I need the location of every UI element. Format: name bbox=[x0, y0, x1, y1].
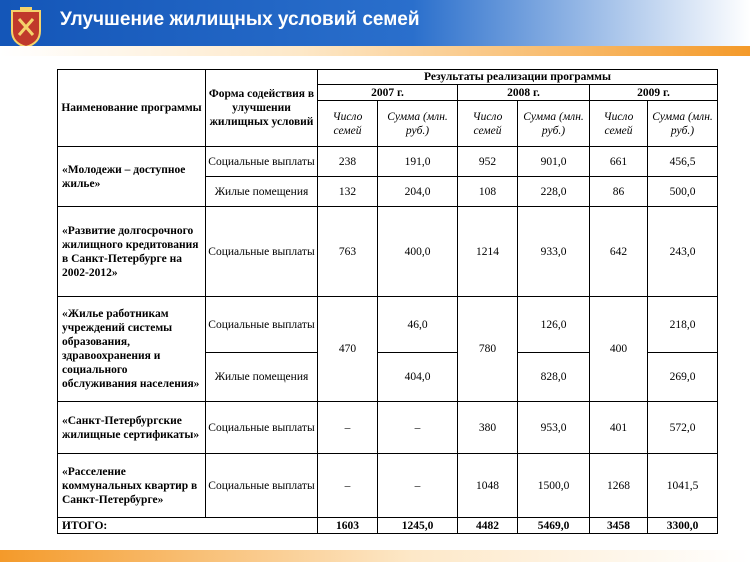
count-2009: 400 bbox=[590, 297, 648, 402]
sum-2008: 901,0 bbox=[518, 147, 590, 177]
sum-2007: 400,0 bbox=[378, 207, 458, 297]
count-2008: 380 bbox=[458, 402, 518, 454]
header-sum-2009: Сумма (млн. руб.) bbox=[648, 101, 718, 147]
header-sum-2007: Сумма (млн. руб.) bbox=[378, 101, 458, 147]
sum-2009: 269,0 bbox=[648, 353, 718, 402]
table-row bbox=[58, 297, 718, 353]
sum-2007: – bbox=[378, 402, 458, 454]
program-name: «Молодежи – доступное жилье» bbox=[58, 147, 206, 207]
sum-2009: 572,0 bbox=[648, 402, 718, 454]
header-form: Форма содействия в улучшении жилищных условий bbox=[206, 70, 318, 147]
table-row bbox=[58, 454, 718, 518]
count-2009: 1268 bbox=[590, 454, 648, 518]
count-2007: 238 bbox=[318, 147, 378, 177]
count-2009: 642 bbox=[590, 207, 648, 297]
sum-2008: 228,0 bbox=[518, 177, 590, 207]
count-2008: 1048 bbox=[458, 454, 518, 518]
sum-2007: 46,0 bbox=[378, 297, 458, 353]
total-label: ИТОГО: bbox=[58, 518, 318, 534]
header-count-2009: Число семей bbox=[590, 101, 648, 147]
sum-2007: – bbox=[378, 454, 458, 518]
sum-2009: 500,0 bbox=[648, 177, 718, 207]
count-2009: 86 bbox=[590, 177, 648, 207]
count-2009: 401 bbox=[590, 402, 648, 454]
total-row bbox=[58, 518, 718, 534]
count-2007: – bbox=[318, 402, 378, 454]
sum-2008: 126,0 bbox=[518, 297, 590, 353]
count-2007: 132 bbox=[318, 177, 378, 207]
sum-2007: 191,0 bbox=[378, 147, 458, 177]
page-title: Улучшение жилищных условий семей bbox=[60, 9, 420, 30]
count-2009: 661 bbox=[590, 147, 648, 177]
sum-2009: 456,5 bbox=[648, 147, 718, 177]
form-cell: Социальные выплаты bbox=[206, 147, 318, 177]
form-cell: Социальные выплаты bbox=[206, 297, 318, 353]
sum-2008: 828,0 bbox=[518, 353, 590, 402]
total-count-2007: 1603 bbox=[318, 518, 378, 534]
total-count-2008: 4482 bbox=[458, 518, 518, 534]
sum-2008: 1500,0 bbox=[518, 454, 590, 518]
count-2007: – bbox=[318, 454, 378, 518]
form-cell: Жилые помещения bbox=[206, 353, 318, 402]
form-cell: Социальные выплаты bbox=[206, 402, 318, 454]
table-row bbox=[58, 147, 718, 177]
count-2008: 952 bbox=[458, 147, 518, 177]
table-row bbox=[58, 207, 718, 297]
count-2008: 108 bbox=[458, 177, 518, 207]
accent-stripe bbox=[0, 46, 750, 56]
header-program-name: Наименование программы bbox=[58, 70, 206, 147]
sum-2007: 204,0 bbox=[378, 177, 458, 207]
header-year-2009: 2009 г. bbox=[590, 85, 718, 101]
total-sum-2007: 1245,0 bbox=[378, 518, 458, 534]
header-count-2007: Число семей bbox=[318, 101, 378, 147]
count-2008: 780 bbox=[458, 297, 518, 402]
header-count-2008: Число семей bbox=[458, 101, 518, 147]
program-name: «Санкт-Петербургские жилищные сертификаты» bbox=[58, 402, 206, 454]
sum-2007: 404,0 bbox=[378, 353, 458, 402]
form-cell: Социальные выплаты bbox=[206, 454, 318, 518]
sum-2009: 1041,5 bbox=[648, 454, 718, 518]
sum-2009: 218,0 bbox=[648, 297, 718, 353]
total-sum-2009: 3300,0 bbox=[648, 518, 718, 534]
count-2007: 763 bbox=[318, 207, 378, 297]
sum-2008: 953,0 bbox=[518, 402, 590, 454]
program-name: «Жилье работникам учреждений системы образования, здравоохранения и социального обслуживания населения» bbox=[58, 297, 206, 402]
header-results: Результаты реализации программы bbox=[318, 70, 718, 85]
form-cell: Жилые помещения bbox=[206, 177, 318, 207]
programs-table bbox=[57, 69, 718, 534]
header-year-2007: 2007 г. bbox=[318, 85, 458, 101]
sum-2008: 933,0 bbox=[518, 207, 590, 297]
form-cell: Социальные выплаты bbox=[206, 207, 318, 297]
header-year-2008: 2008 г. bbox=[458, 85, 590, 101]
program-name: «Расселение коммунальных квартир в Санкт-Петербурге» bbox=[58, 454, 206, 518]
total-sum-2008: 5469,0 bbox=[518, 518, 590, 534]
count-2008: 1214 bbox=[458, 207, 518, 297]
sum-2009: 243,0 bbox=[648, 207, 718, 297]
program-name: «Развитие долгосрочного жилищного кредитования в Санкт-Петербурге на 2002-2012» bbox=[58, 207, 206, 297]
footer-stripe bbox=[0, 550, 750, 562]
header-sum-2008: Сумма (млн. руб.) bbox=[518, 101, 590, 147]
coat-of-arms-icon bbox=[6, 5, 46, 49]
table-row bbox=[58, 402, 718, 454]
count-2007: 470 bbox=[318, 297, 378, 402]
total-count-2009: 3458 bbox=[590, 518, 648, 534]
